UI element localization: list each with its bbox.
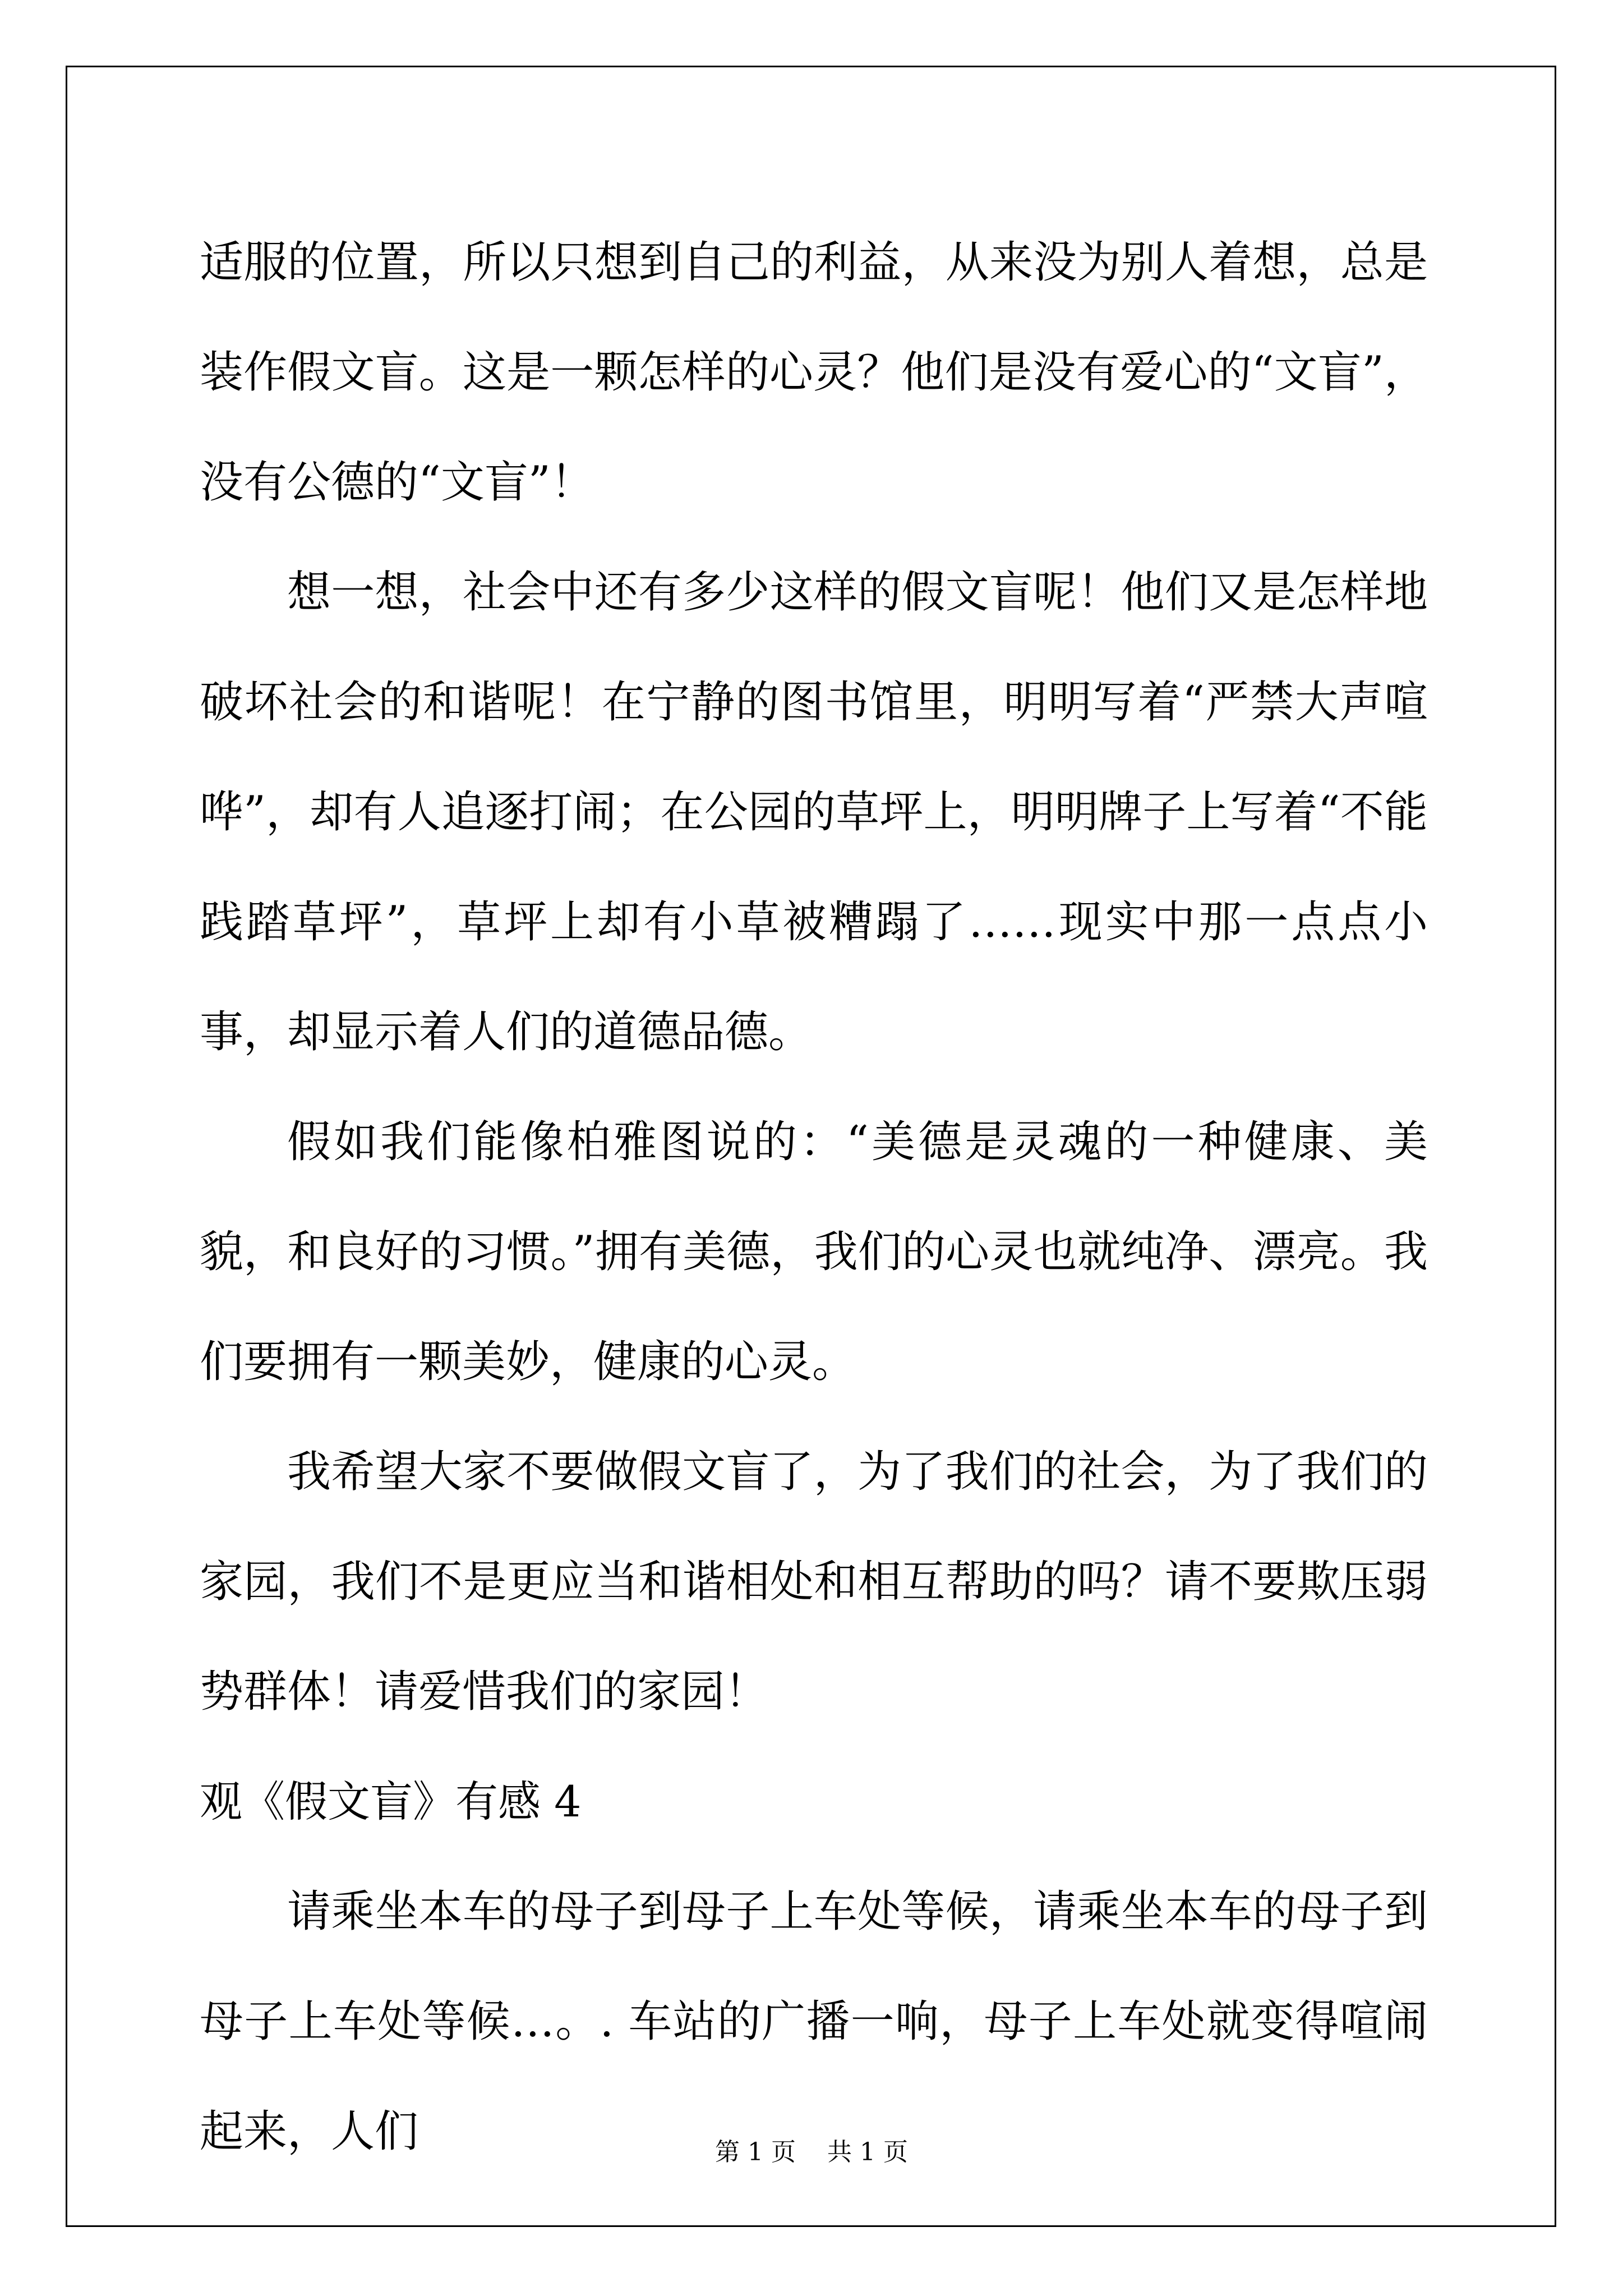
page-total: 共 1 页: [827, 2138, 908, 2166]
document-body: [200, 208, 1428, 2187]
section-paragraph-1: 请乘坐本车的母子到母子上车处等候，请乘坐本车的母子到母子上车处等候…。. 车站的广播一响，母子上车处就变得喧闹起来，人们: [200, 1887, 1428, 2157]
page-number: 第 1 页: [715, 2138, 796, 2166]
paragraph-4: 我希望大家不要做假文盲了，为了我们的社会，为了我们的家园，我们不是更应当和谐相处和相互帮助的吗？请不要欺压弱势群体！请爱惜我们的家园！: [200, 1447, 1428, 1717]
page-footer: [0, 2132, 1623, 2168]
section-title: 观《假文盲》有感 4: [200, 1777, 582, 1826]
paragraph-1: 适服的位置，所以只想到自己的利益，从来没为别人着想，总是装作假文盲。这是一颗怎样的心灵？他们是没有爱心的“文盲”，没有公德的“文盲”！: [200, 237, 1428, 508]
paragraph-3: 假如我们能像柏雅图说的：“美德是灵魂的一种健康、美貌，和良好的习惯。”拥有美德，我们的心灵也就纯净、漂亮。我们要拥有一颗美妙，健康的心灵。: [200, 1117, 1428, 1387]
paragraph-2: 想一想，社会中还有多少这样的假文盲呢！他们又是怎样地破坏社会的和谐呢！在宁静的图书馆里，明明写着“严禁大声喧哗”，却有人追逐打闹；在公园的草坪上，明明牌子上写着“不能践踏草坪”，草坪上却有小草被糟蹋了……现实中那一点点小事，却显示着人们的道德品德。: [200, 567, 1428, 1057]
